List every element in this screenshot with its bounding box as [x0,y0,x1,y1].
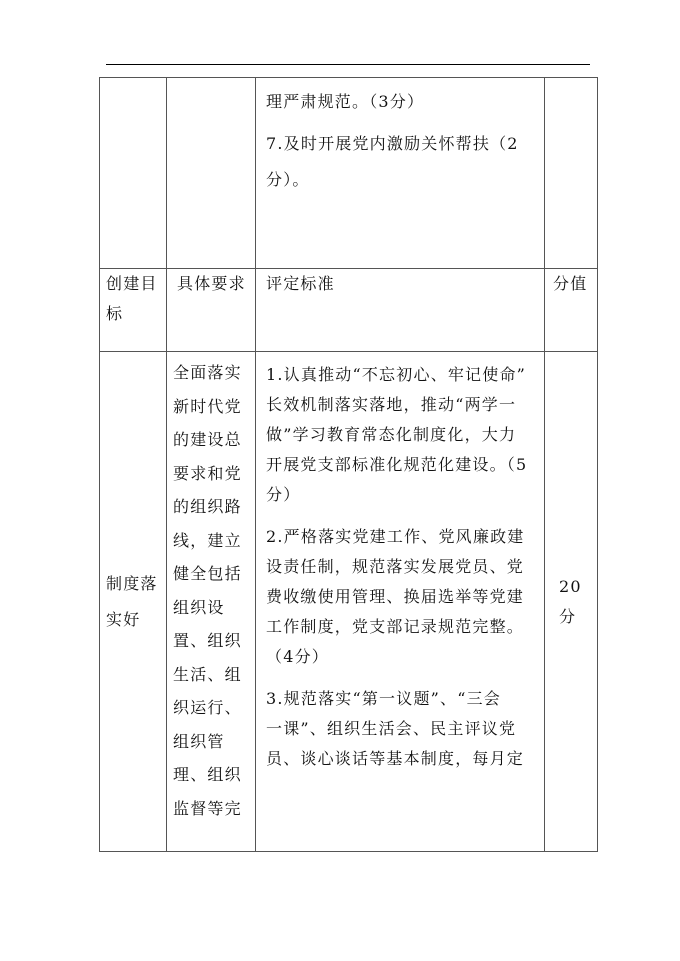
criteria-line: 7.及时开展党内激励关怀帮扶（2 [266,134,519,153]
criteria-line: （4分） [266,647,329,666]
criteria-item-3 [256,684,544,774]
continuation-goal-cell [100,78,167,269]
goal-line: 实好 [106,609,141,629]
criteria-line: 设责任制，规范落实发展党员、党 [266,557,525,576]
requirement-line: 健全包括 [173,564,242,583]
header-criteria-cell [256,269,545,352]
continuation-row [100,78,598,269]
criteria-line: 理严肃规范。（3分） [266,92,425,111]
continuation-score-cell [545,78,598,269]
table-header-row [100,269,598,352]
requirement-line: 理、组织 [173,765,242,784]
requirement-line: 监督等完 [173,798,242,818]
requirement-line: 组织管 [173,731,225,751]
goal-line: 制度落 [106,573,158,593]
requirement-line: 的组织路 [173,497,242,516]
criteria-item-2 [256,522,544,672]
evaluation-table [99,77,598,852]
page-header-rule [106,64,590,65]
header-requirement: 具体要求 [177,274,246,293]
criteria-line: 员、谈心谈话等基本制度，每月定 [266,749,525,768]
continuation-requirement-cell [167,78,256,269]
score-line: 20 [559,576,582,596]
criteria-line: 一课”、组织生活会、民主评议党 [266,719,517,738]
requirement-line: 新时代党 [173,396,242,416]
criteria-line: 分） [266,485,301,504]
table-row [100,352,598,852]
criteria-line: 开展党支部标准化规范化建设。（5 [266,455,528,474]
header-goal-cell [100,269,167,352]
criteria-line: 工作制度，党支部记录规范完整。 [266,617,525,636]
criteria-line: 做”学习教育常态化制度化，大力 [266,425,517,444]
header-goal-line: 创建目 [106,274,158,293]
criteria-line: 费收缴使用管理、换届选举等党建 [266,587,525,606]
criteria-line: 长效机制落实落地，推动“两学一 [266,395,517,414]
header-score: 分值 [553,274,588,293]
criteria-item-1 [256,360,544,510]
requirement-line: 要求和党 [173,463,242,483]
requirement-line: 组织设 [173,597,225,617]
criteria-line: 分）。 [266,170,310,189]
criteria-line: 1.认真推动“不忘初心、牢记使命” [266,365,527,384]
criteria-line: 3.规范落实“第一议题”、“三会 [266,689,502,708]
requirement-line: 置、组织 [173,631,242,650]
requirement-line: 生活、组 [173,664,242,684]
score-line: 分 [559,606,577,626]
requirement-line: 织运行、 [173,698,242,717]
requirement-cell [167,352,256,852]
header-goal-line: 标 [106,304,124,323]
goal-cell [100,352,167,852]
score-cell [545,352,598,852]
header-requirement-cell [167,269,256,352]
header-criteria: 评定标准 [266,274,335,293]
continuation-criteria-cell [256,78,545,269]
requirement-line: 线，建立 [173,530,242,550]
criteria-cell [256,352,545,852]
criteria-line: 2.严格落实党建工作、党风廉政建 [266,527,525,546]
requirement-line: 全面落实 [173,363,242,382]
header-score-cell [545,269,598,352]
requirement-line: 的建设总 [173,430,242,449]
